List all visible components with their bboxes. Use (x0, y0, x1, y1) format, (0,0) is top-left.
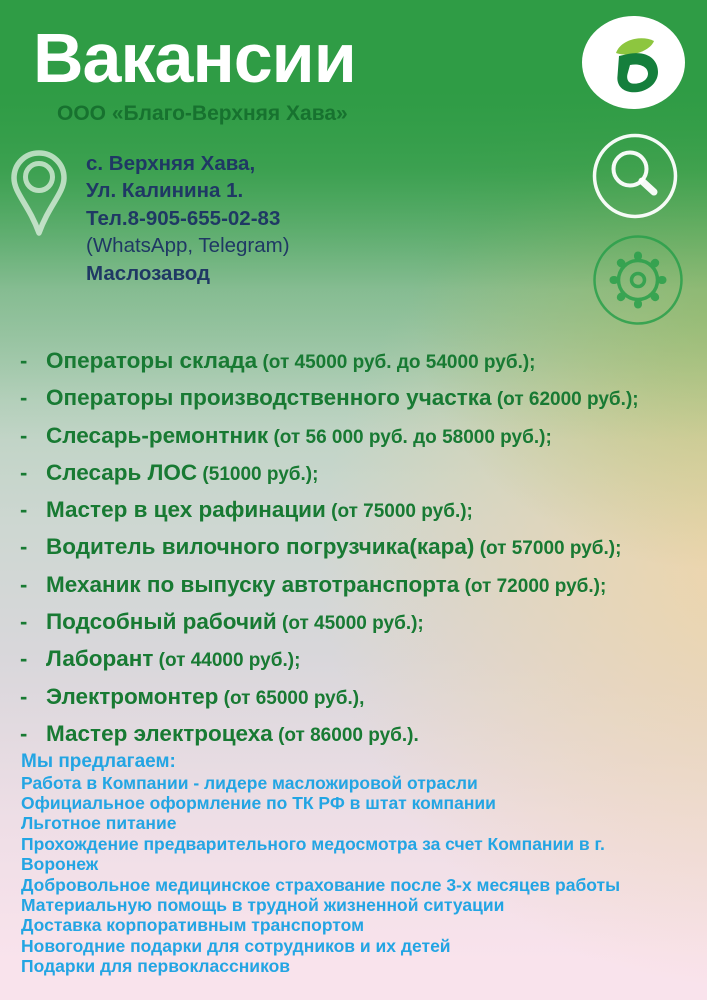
gear-icon (592, 234, 684, 326)
benefit-item: Работа в Компании - лидере масложировой отрасли (21, 772, 478, 793)
vacancy-salary: (51000 руб.); (197, 463, 319, 485)
vacancy-item (20, 381, 695, 418)
vacancy-title: Операторы склада (46, 348, 258, 373)
benefit-item: Добровольное медицинское страхование после 3-х месяцев работы (21, 874, 621, 895)
benefit-item: Доставка корпоративным транспортом (21, 915, 365, 936)
vacancy-salary: (от 56 000 руб. до 58000 руб.); (268, 426, 552, 448)
company-name: ООО «Благо-Верхняя Хава» (57, 102, 348, 125)
benefit-item: Льготное питание (21, 813, 177, 834)
vacancy-item (20, 344, 695, 381)
vacancy-bullet: - (20, 609, 28, 635)
benefit-item: Подарки для первоклассников (21, 956, 291, 977)
vacancy-title: Мастер электроцеха (46, 720, 273, 746)
vacancy-item (20, 530, 695, 567)
vacancy-item (20, 419, 695, 456)
vacancy-salary: (от 62000 руб.); (491, 389, 639, 411)
benefits-list (21, 773, 681, 977)
vacancy-bullet: - (20, 348, 28, 373)
vacancy-bullet: - (20, 720, 28, 746)
vacancy-salary: (от 44000 руб.); (153, 650, 301, 672)
vacancy-title: Электромонтер (46, 683, 219, 709)
benefits-section (21, 751, 681, 977)
vacancy-salary: (от 72000 руб.); (459, 575, 607, 597)
vacancy-salary: (от 65000 руб.), (218, 687, 365, 709)
vacancy-title: Подсобный рабочий (46, 609, 277, 635)
page-title: Вакансии (33, 19, 356, 97)
vacancy-list (20, 344, 695, 754)
vacancy-title: Операторы производственного участка (46, 385, 492, 411)
vacancy-item (20, 605, 695, 642)
benefit-item: Новогодние подарки для сотрудников и их детей (21, 935, 451, 956)
contact-messengers: (WhatsApp, Telegram) (86, 234, 290, 258)
vacancy-title: Слесарь-ремонтник (46, 422, 269, 448)
contact-block (86, 150, 290, 287)
vacancy-bullet: - (20, 385, 28, 411)
blago-logo (582, 16, 685, 109)
contact-address-line1: с. Верхняя Хава, (86, 152, 256, 175)
contact-address-line2: Ул. Калинина 1. (86, 179, 244, 203)
location-pin-icon (8, 148, 70, 240)
vacancy-item (20, 493, 695, 530)
vacancy-bullet: - (20, 497, 28, 523)
benefit-item: Материальную помощь в трудной жизненной ситуации (21, 894, 505, 915)
blago-leaf-logo-icon (603, 32, 665, 94)
vacancy-salary: (от 75000 руб.); (325, 501, 473, 523)
vacancy-bullet: - (20, 571, 28, 597)
vacancy-item (20, 456, 695, 493)
vacancy-title: Водитель вилочного погрузчика(кара) (46, 534, 475, 560)
vacancy-title: Лаборант (46, 646, 154, 672)
vacancy-item (20, 717, 695, 754)
benefit-item: Официальное оформление по ТК РФ в штат компании (21, 792, 496, 813)
vacancy-item (20, 680, 695, 717)
vacancy-bullet: - (20, 422, 28, 448)
vacancy-title: Мастер в цех рафинации (46, 497, 326, 523)
vacancy-salary: (от 86000 руб.). (272, 724, 419, 746)
benefits-heading: Мы предлагаем: (21, 751, 176, 772)
vacancy-title: Механик по выпуску автотранспорта (46, 571, 460, 597)
contact-place: Маслозавод (86, 261, 211, 285)
vacancy-salary: (от 45000 руб. до 54000 руб.); (257, 352, 536, 373)
vacancy-salary: (от 45000 руб.); (276, 613, 424, 635)
vacancy-bullet: - (20, 683, 28, 709)
vacancy-item (20, 642, 695, 679)
vacancy-item (20, 568, 695, 605)
vacancy-title: Слесарь ЛОС (46, 459, 198, 485)
benefit-item: Прохождение предварительного медосмотра за счет Компании в г. Воронеж (21, 833, 605, 875)
vacancy-salary: (от 57000 руб.); (474, 538, 622, 560)
search-icon (592, 133, 678, 219)
vacancy-bullet: - (20, 534, 28, 560)
contact-phone: Тел.8-905-655-02-83 (86, 206, 281, 230)
vacancy-bullet: - (20, 459, 28, 485)
vacancy-bullet: - (20, 646, 28, 672)
